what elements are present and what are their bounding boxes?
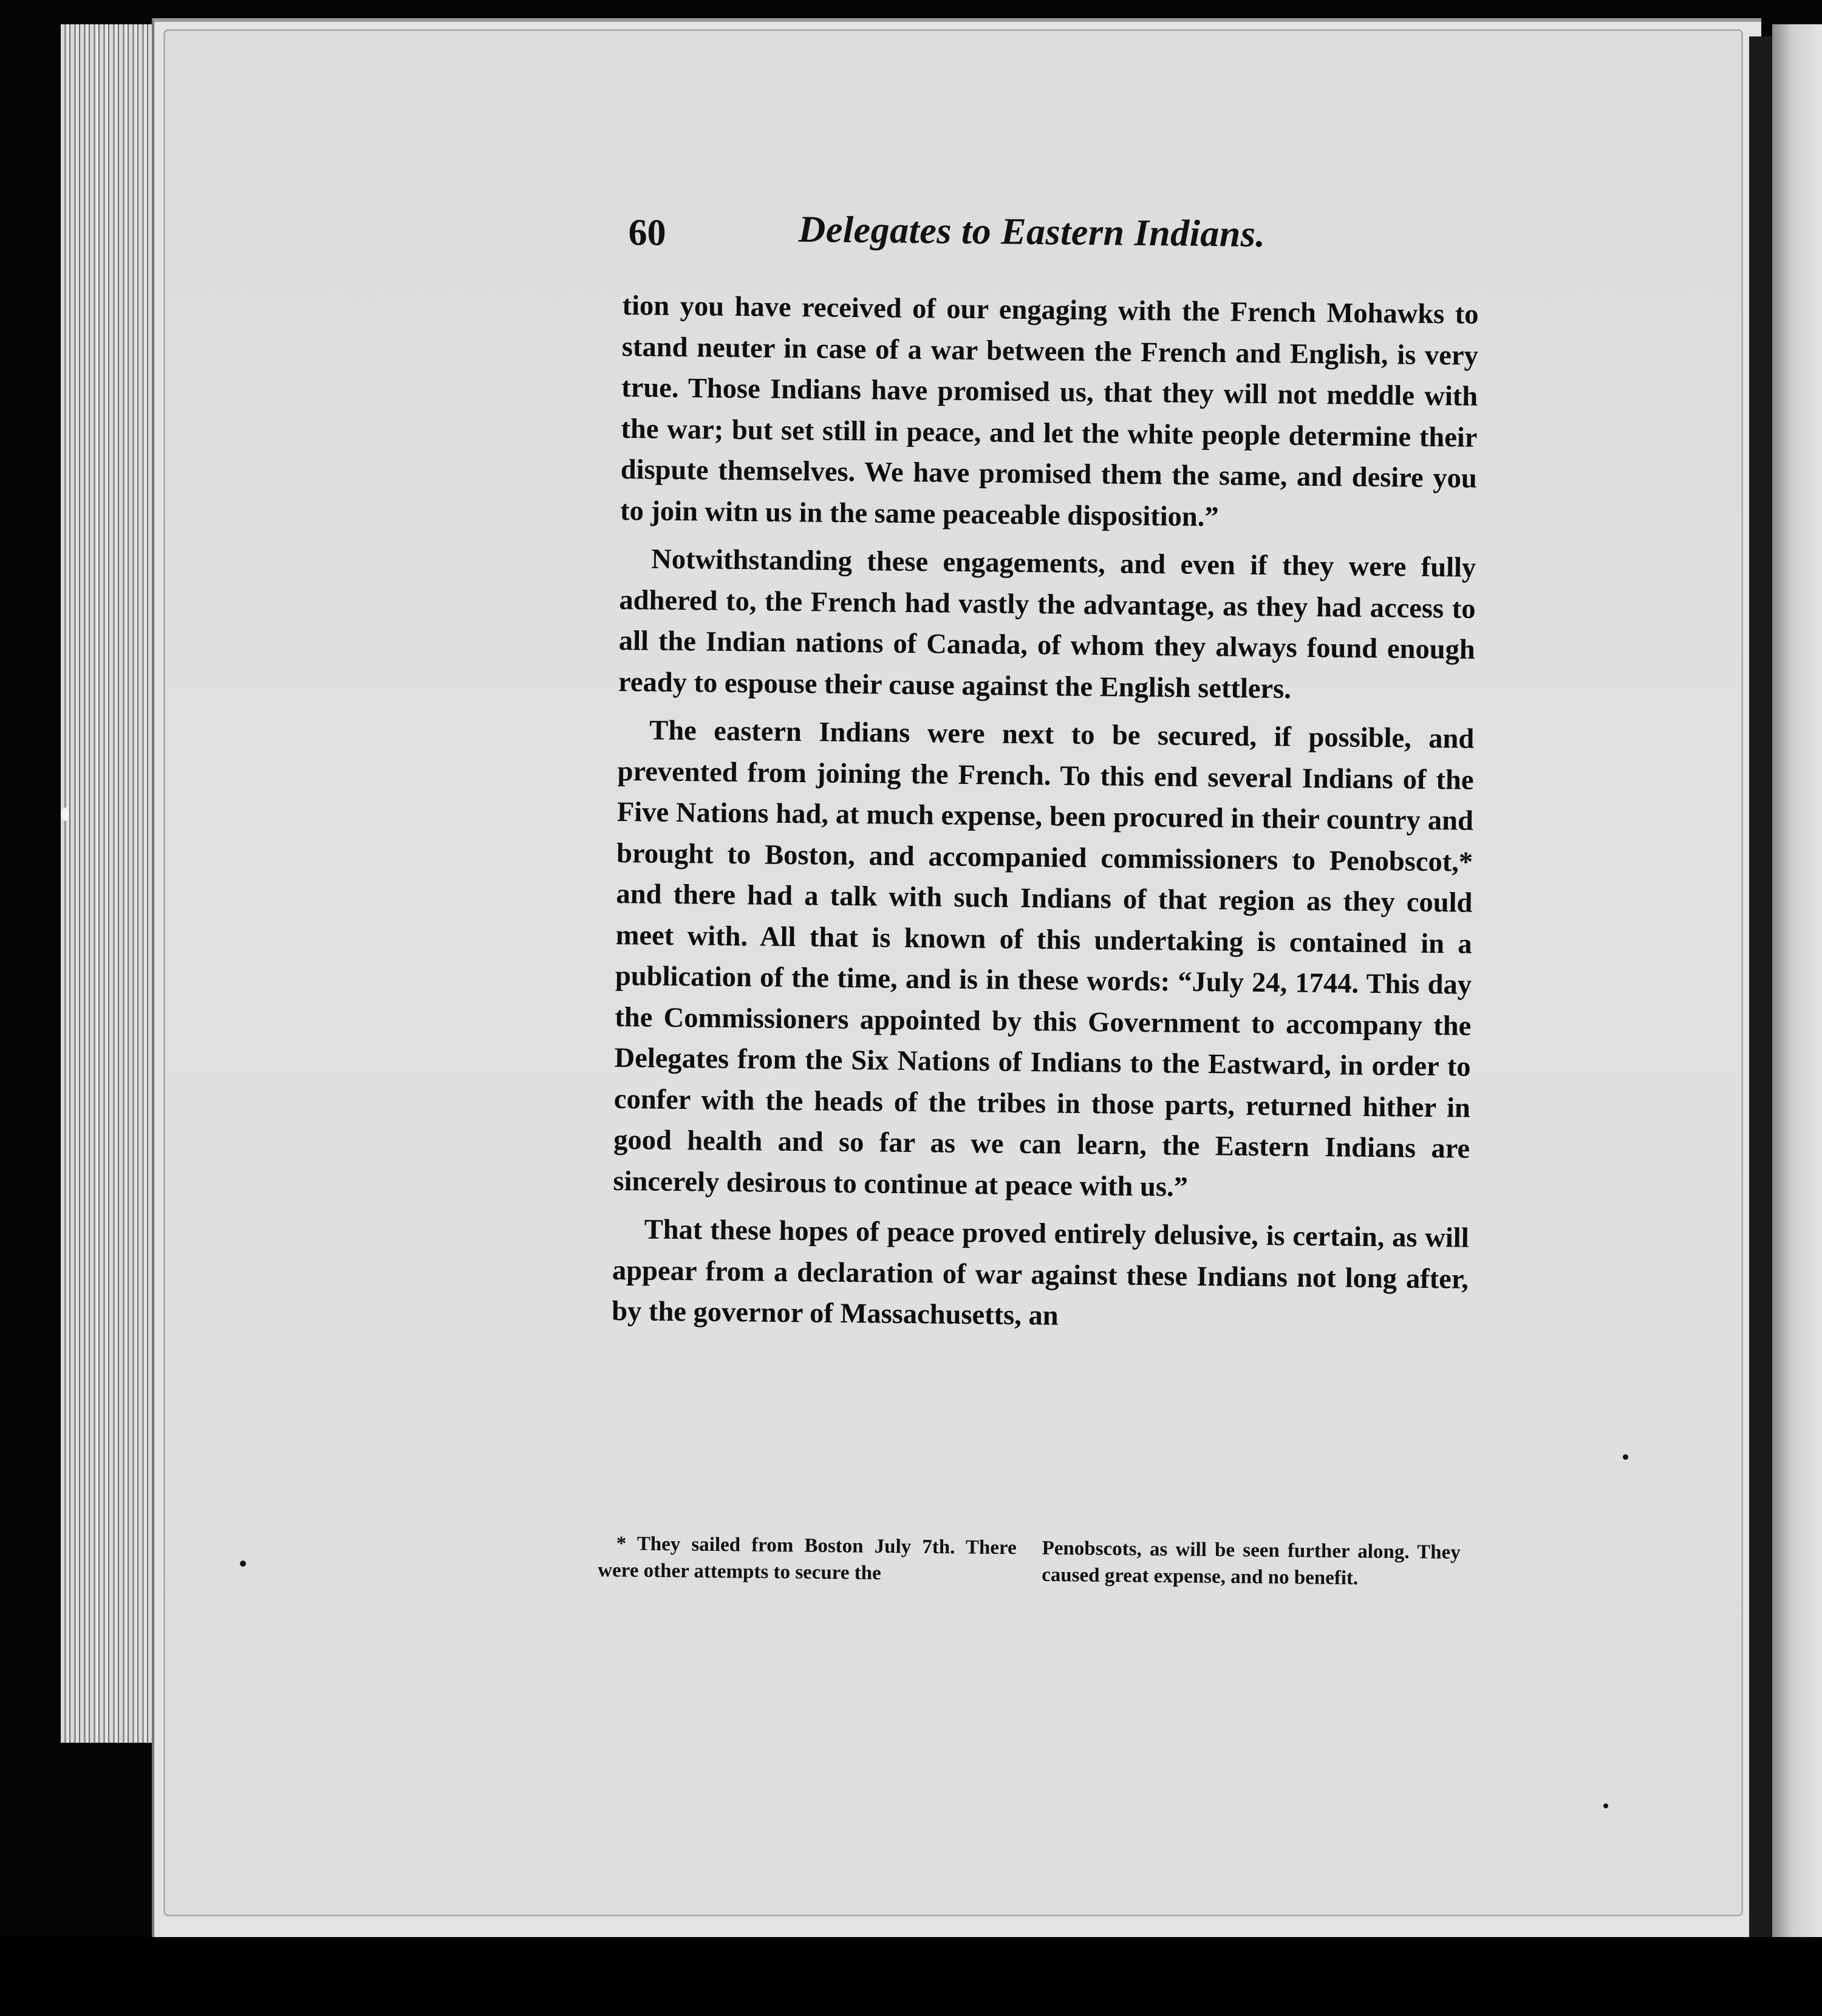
scan-speck xyxy=(240,1561,246,1567)
paragraph: That these hopes of peace proved entirely delusive, is certain, as will appear from a declaration of war against these Indians not long after, by the governor of Massachusetts, an xyxy=(612,1214,1469,1332)
scan-speck xyxy=(1623,1454,1628,1460)
scan-speck xyxy=(61,808,69,821)
running-head xyxy=(628,206,1315,281)
page-number: 60 xyxy=(628,211,666,254)
binding-gutter xyxy=(1749,36,1772,1967)
bottom-border xyxy=(0,1937,1822,2016)
scan-speck xyxy=(1603,1803,1608,1808)
body-text xyxy=(612,285,1479,1343)
footnote-right-column: Penobscots, as will be seen further along. They caused great expense, and no benefit. xyxy=(1042,1537,1461,1590)
paragraph: The eastern Indians were next to be secured, if possible, and prevented from joining the French. To this end several Indians of the Five Nations had, at much expense, been procured in their country and brought to Boston, and accompanied commissioners to Penobscot,* and there had a talk with such Indians of that region as they could meet with. All that is known of this undertaking is contained in a publication of the time, and is in these words: “July 24, 1744. This day the Commissioners appointed by this Government to accompany the Delegates from the Six Nations of Indians to the Eastward, in order to confer with the heads of the tribes in those parts, returned hither in good health and so far as we can learn, the Eastern Indians are sincerely desirous to continue at peace with us.” xyxy=(613,715,1475,1203)
footnote xyxy=(598,1530,1461,1593)
paragraph: Notwithstanding these engagements, and even if they were fully adhered to, the French had vastly the advantage, as they had access to all the Indian nations of Canada, of whom they always found enough ready to espouse their cause against the English settlers. xyxy=(618,543,1476,705)
paragraph: tion you have received of our engaging with the French Mohawks to stand neuter in case of a war between the French and English, is very true. Those Indians have promised us, that they will not meddle with the war; but set still in peace, and let the white people determine their dispute themselves. We have promised them the same, and desire you to join witn us in the same peaceable disposition.” xyxy=(619,290,1479,533)
footnote-left-column: * They sailed from Boston July 7th. There were other attempts to secure the xyxy=(598,1533,1017,1584)
facing-page-edge xyxy=(1772,24,1822,2016)
running-head-title: Delegates to Eastern Indians. xyxy=(798,208,1266,255)
